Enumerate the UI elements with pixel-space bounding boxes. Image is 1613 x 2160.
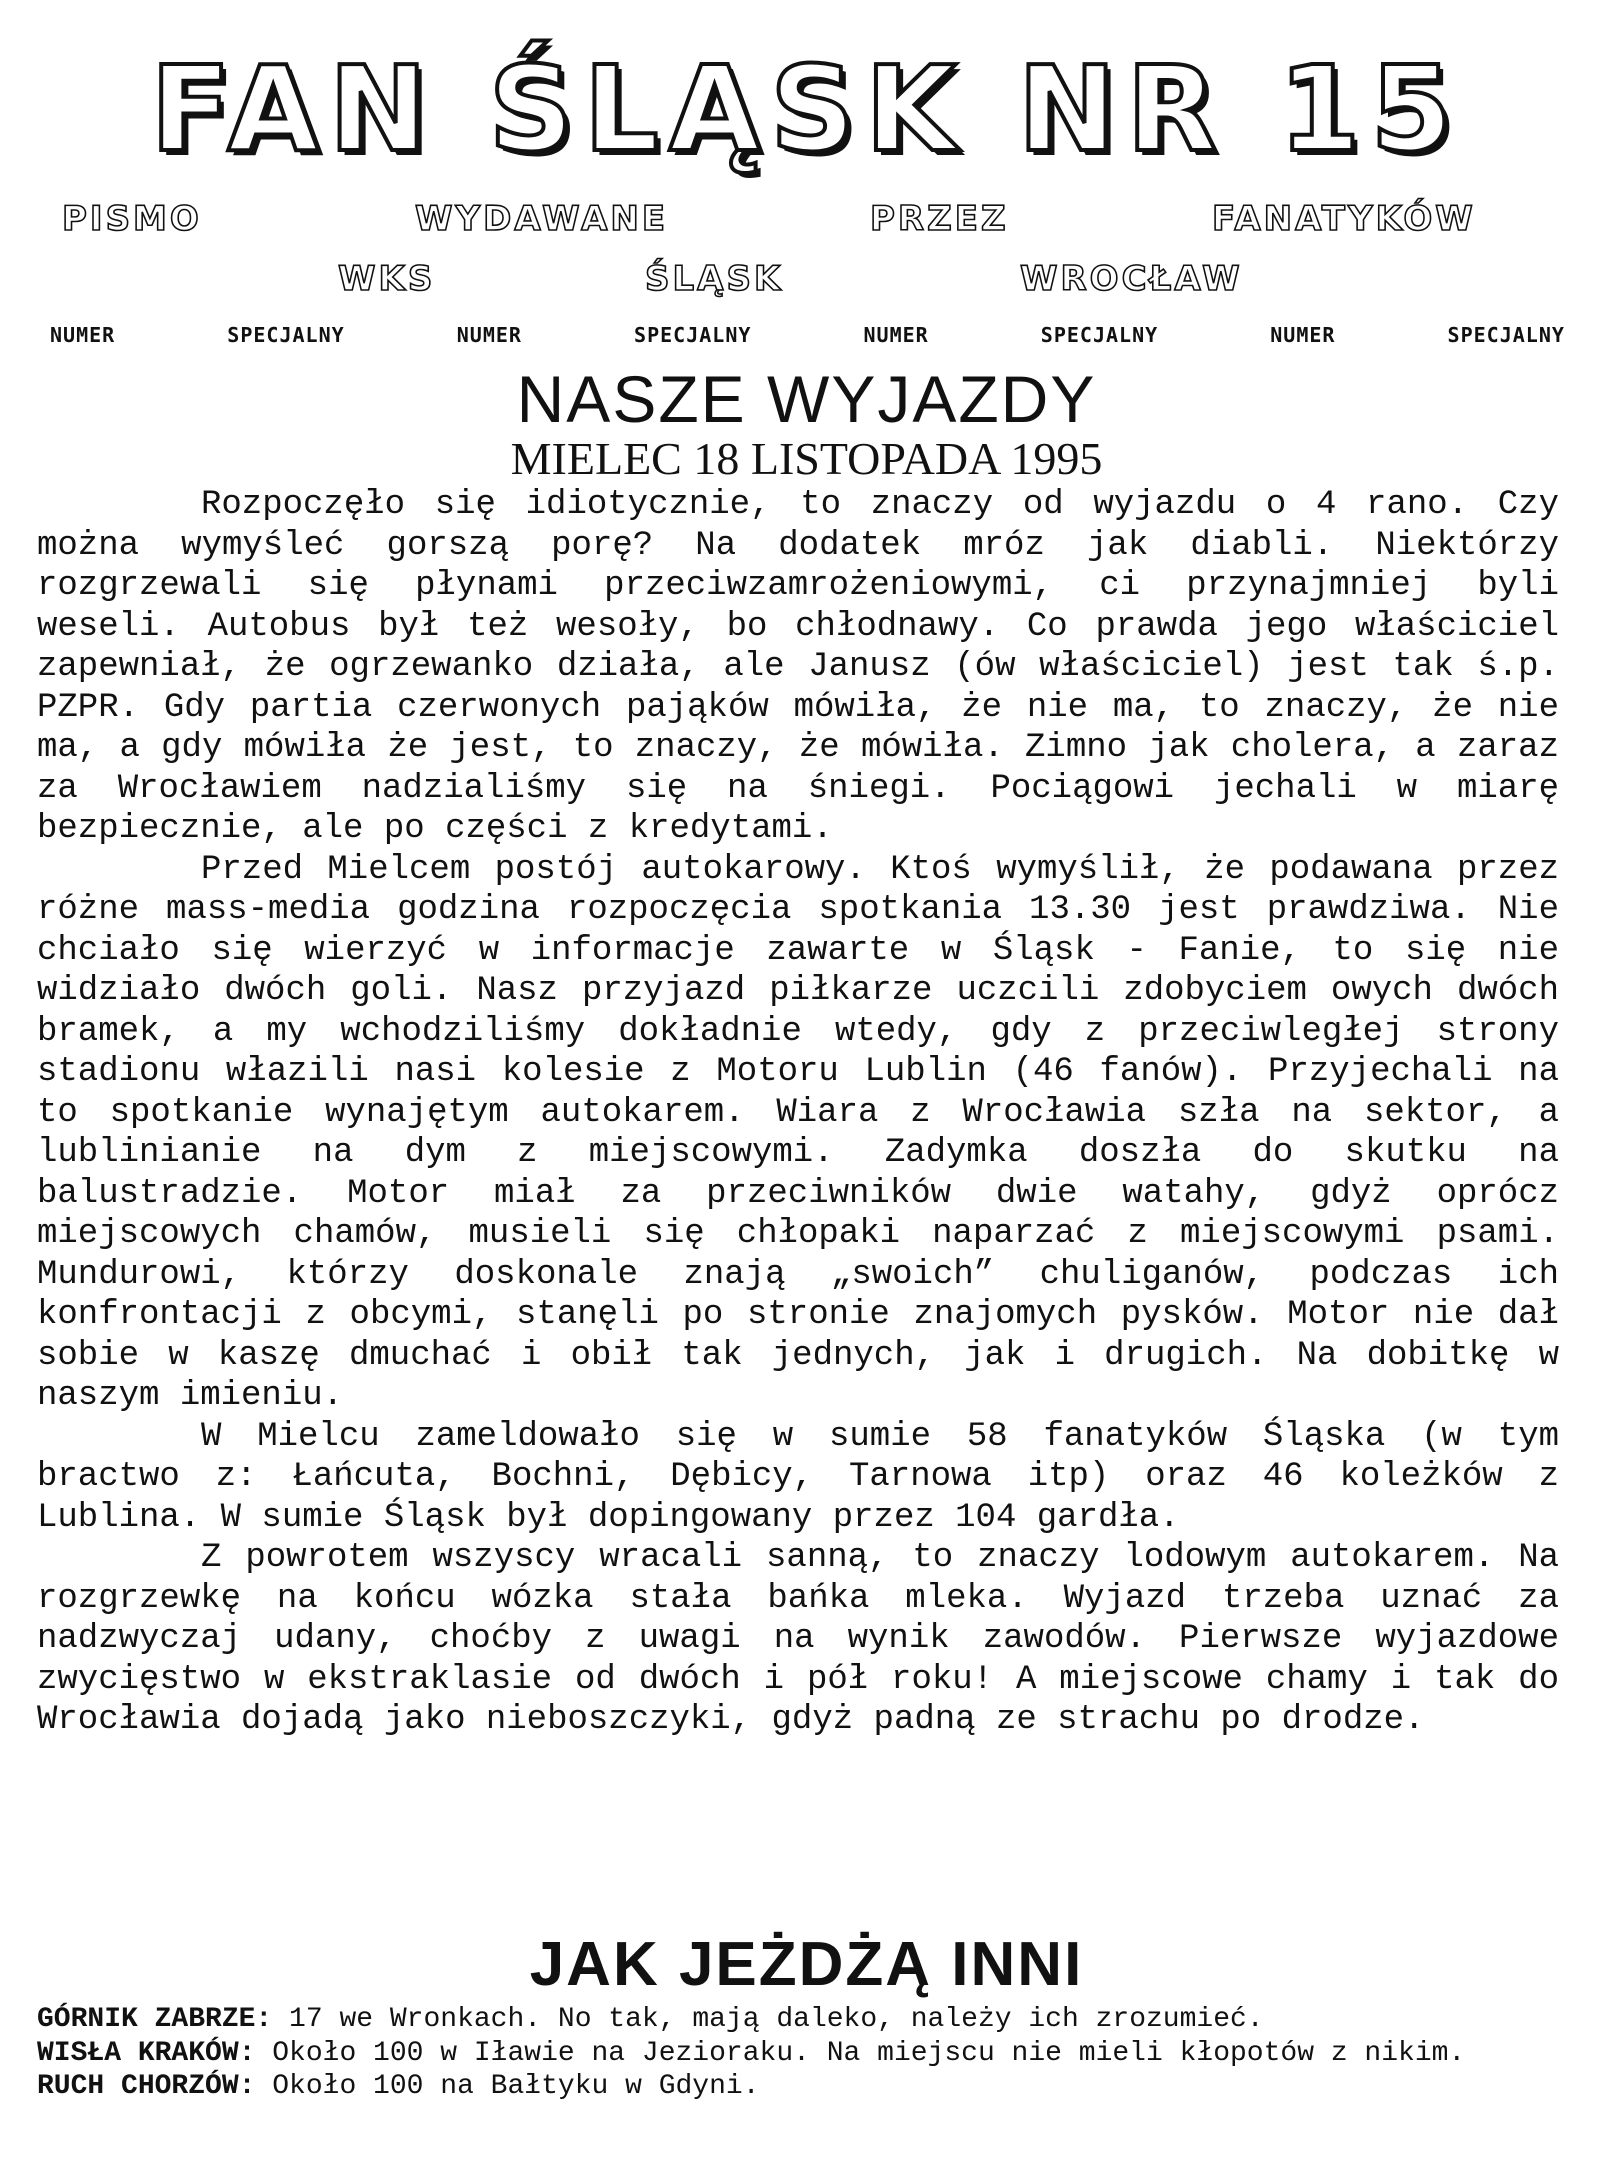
list-item [37, 2003, 1577, 2037]
masthead-title: FAN ŚLĄSK NR 15 [150, 40, 1463, 178]
article-paragraph: Rozpoczęło się idiotycznie, to znaczy od wyjazdu o 4 rano. Czy można wymyśleć gorszą porę? Na dodatek mróz jak diabli. Niektórzy rozgrzewali się płynami przeciwzamrożeniowymi, ci przynajmniej byli weseli. Autobus był też wesoły, bo chłodnawy. Co prawda jego właściciel zapewniał, że ogrzewanko działa, ale Janusz (ów właściciel) jest tak ś.p. PZPR. Gdy partia czerwonych pająków mówiła, że nie ma, to znaczy, że nie ma, a gdy mówiła że jest, to znaczy, że mówiła. Zimno jak cholera, a zaraz za Wrocławiem nadzialiśmy się na śniegi. Pociągowi jechali w miarę bezpiecznie, ale po części z kredytami. [37, 486, 1559, 848]
tagline-word: PRZEZ [870, 199, 1009, 239]
club-note: Około 100 w Iławie na Jezioraku. Na miejscu nie mieli kłopotów z nikim. [255, 2037, 1466, 2069]
club-note: Około 100 na Bałtyku w Gdyni. [255, 2071, 760, 2102]
article-paragraph: Z powrotem wszyscy wracali sanną, to znaczy lodowym autokarem. Na rozgrzewkę na końcu wózka stała bańka mleka. Wyjazd trzeba uznać za nadzwyczaj udany, choćby z uwagi na wynik zawodów. Pierwsze wyjazdowe zwycięstwo w ekstraklasie od dwóch i pół roku! A miejscowe chamy i tak do Wrocławia dojadą jako nieboszczyki, gdyż padną ze strachu po drodze. [37, 1539, 1559, 1739]
tagline-word: PISMO [62, 199, 202, 239]
special-label: NUMER [456, 323, 522, 347]
club-note: 17 we Wronkach. No tak, mają daleko, należy ich zrozumieć. [272, 2004, 1264, 2035]
special-label: SPECJALNY [634, 323, 752, 347]
section-heading-others: JAK JEŻDŻĄ INNI [529, 1930, 1084, 1999]
club-name: RUCH CHORZÓW: [37, 2071, 256, 2102]
special-label: SPECJALNY [1040, 323, 1159, 347]
special-label: SPECJALNY [227, 323, 345, 347]
tagline-word: WYDAWANE [415, 199, 669, 239]
tagline-word: WKS [338, 259, 436, 299]
list-item [37, 2070, 1577, 2104]
special-issue-row [50, 323, 1565, 347]
club-name: GÓRNIK ZABRZE: [37, 2004, 273, 2035]
tagline-word: FANATYKÓW [1212, 199, 1476, 239]
special-label: NUMER [863, 323, 929, 347]
special-label: NUMER [50, 323, 116, 347]
article-paragraph: Przed Mielcem postój autokarowy. Ktoś wymyślił, że podawana przez różne mass-media godzina rozpoczęcia spotkania 13.30 jest prawdziwa. Nie chciało się wierzyć w informacje zawarte w Śląsk - Fanie, to się nie widziało dwóch goli. Nasz przyjazd piłkarze uczcili zdobyciem owych dwóch bramek, a my wchodziliśmy dokładnie wtedy, gdy z przeciwległej strony stadionu włazili nasi kolesie z Motoru Lublin (46 fanów). Przyjechali na to spotkanie wynajętym autokarem. Wiara z Wrocławia szła na sektor, a lublinianie na dym z miejscowymi. Zadymka doszła do skutku na balustradzie. Motor miał za przeciwników dwie watahy, gdyż oprócz miejscowych chamów, musieli się chłopaki naparzać z miejscowymi psami. Mundurowi, którzy doskonale znają „swoich” chuliganów, podczas ich konfrontacji z obcymi, stanęli po stronie znajomych pysków. Motor nie dał sobie w kaszę dmuchać i obił tak jednych, jak i drugich. Na dobitkę w naszym imieniu. [37, 850, 1559, 1415]
section-heading-trips: NASZE WYJAZDY [516, 362, 1097, 436]
special-label: SPECJALNY [1447, 323, 1565, 347]
section-subheading-date: MIELEC 18 LISTOPADA 1995 [510, 433, 1103, 484]
special-label: NUMER [1270, 323, 1336, 347]
club-name: WISŁA KRAKÓW: [37, 2037, 256, 2069]
article-body [37, 485, 1559, 1741]
article-paragraph: W Mielcu zameldowało się w sumie 58 fanatyków Śląska (w tym bractwo z: Łańcuta, Bochni, Dębicy, Tarnowa itp) oraz 46 koleżków z Lublina. W sumie Śląsk był dopingowany przez 104 gardła. [37, 1417, 1559, 1537]
tagline-word: WROCŁAW [1020, 259, 1243, 299]
tagline-word: ŚLĄSK [645, 259, 784, 299]
other-clubs-list [37, 2003, 1577, 2104]
list-item [37, 2037, 1577, 2071]
